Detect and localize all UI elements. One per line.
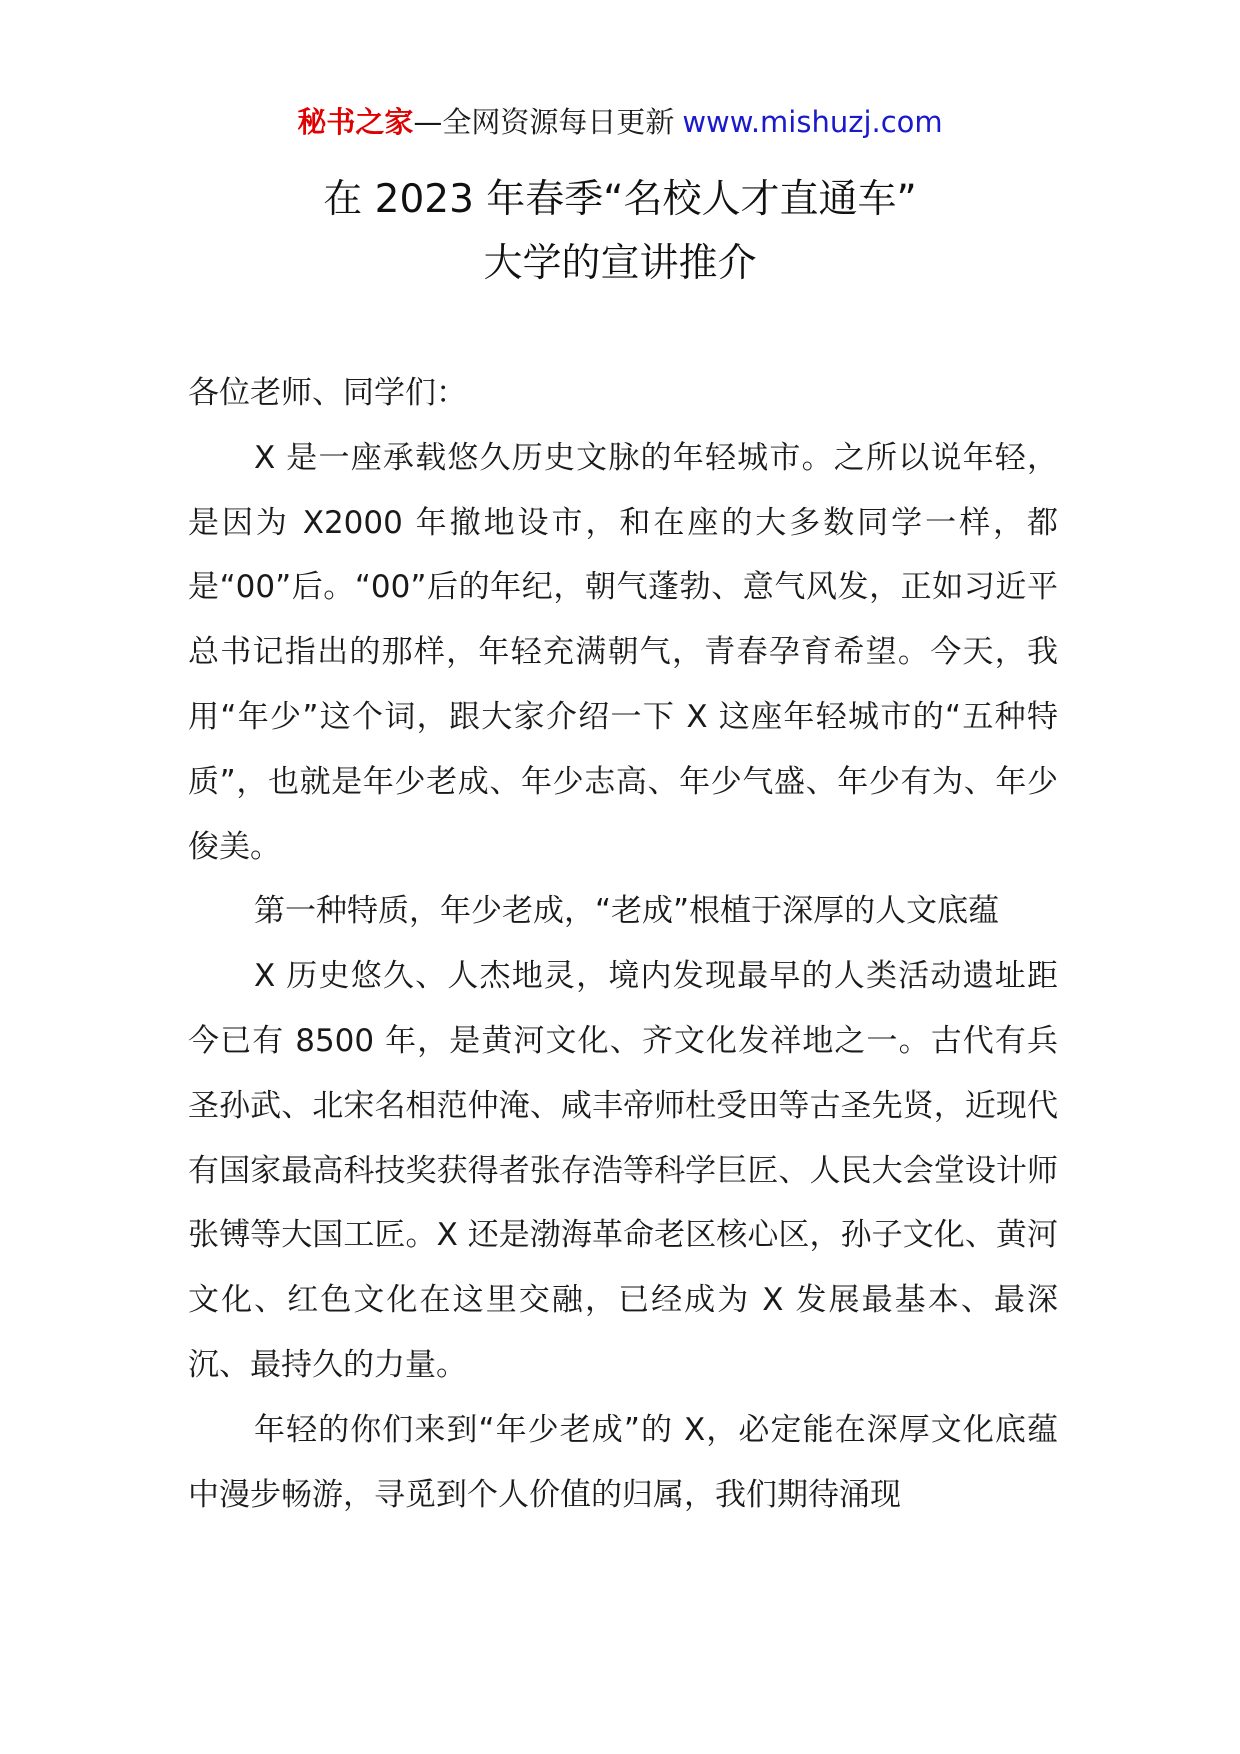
document-title [0, 168, 1240, 296]
paragraph-1: X 是一座承载悠久历史文脉的年轻城市。之所以说年轻，是因为 X2000 年撤地设市，和在座的大多数同学一样，都是“00”后。“00”后的年纪，朝气蓬勃、意气风发，正如习近平总书记指出的那样，年轻充满朝气，青春孕育希望。今天，我用“年少”这个词，跟大家介绍一下 X 这座年轻城市的“五种特质”，也就是年少老成、年少志高、年少气盛、年少有为、年少俊美。 [188, 439, 1058, 865]
paragraph-4: 年轻的你们来到“年少老成”的 X，必定能在深厚文化底蕴中漫步畅游，寻觅到个人价值的归属，我们期待涌现 [188, 1411, 1058, 1513]
title-line-2: 大学的宣讲推介 [483, 241, 757, 286]
paragraph-2: 第一种特质，年少老成，“老成”根植于深厚的人文底蕴 [254, 893, 1000, 930]
brand-name: 秘书之家 [297, 105, 414, 139]
document-body [188, 361, 1058, 1527]
header-tagline: —全网资源每日更新 [413, 105, 675, 139]
title-line-1: 在 2023 年春季“名校人才直通车” [323, 177, 917, 222]
salutation: 各位老师、同学们： [188, 375, 467, 411]
site-url: www.mishuzj.com [682, 105, 943, 139]
site-header [0, 102, 1240, 142]
paragraph-3: X 历史悠久、人杰地灵，境内发现最早的人类活动遗址距今已有 8500 年，是黄河文化、齐文化发祥地之一。古代有兵圣孙武、北宋名相范仲淹、咸丰帝师杜受田等古圣先贤，近现代有国家最高科技奖获得者张存浩等科学巨匠、人民大会堂设计师张镈等大国工匠。X 还是渤海革命老区核心区，孙子文化、黄河文化、红色文化在这里交融，已经成为 X 发展最基本、最深沉、最持久的力量。 [188, 958, 1058, 1383]
